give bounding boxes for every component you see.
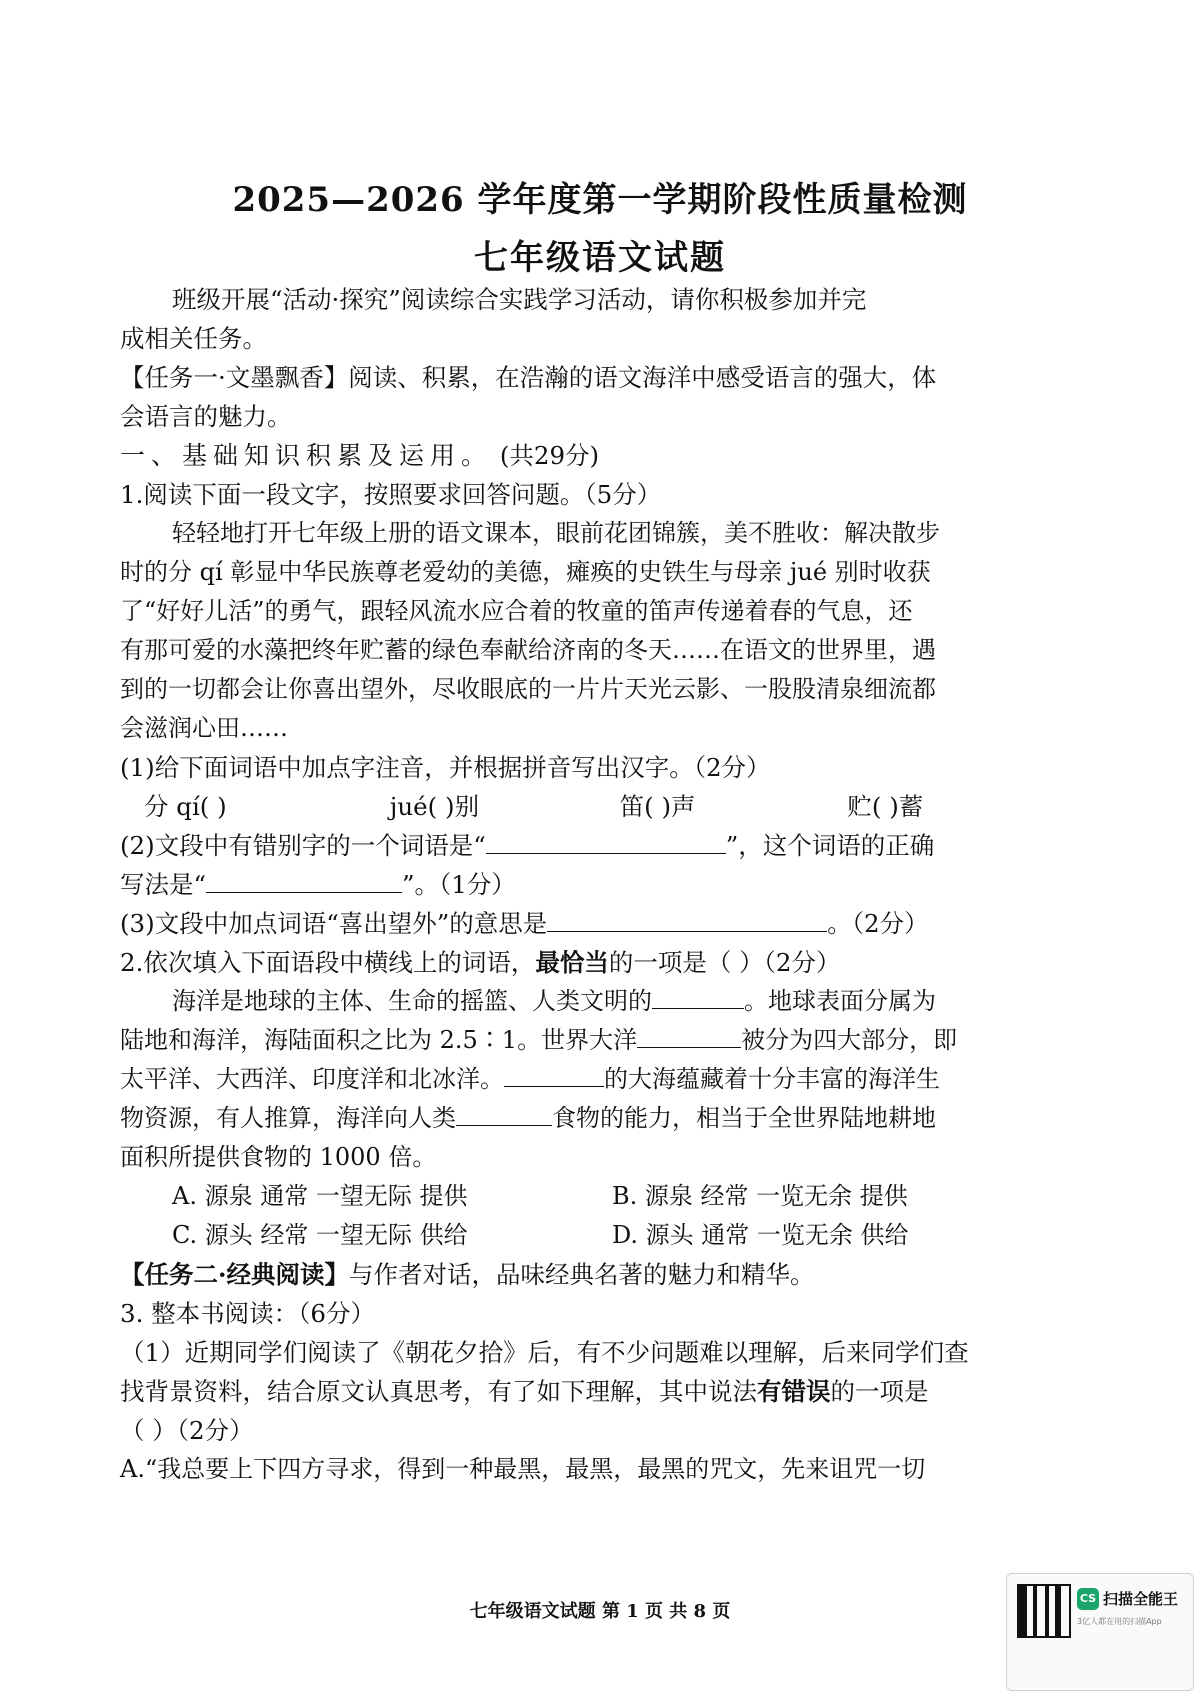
q2-text: 陆地和海洋，海陆面积之比为 2.5∶1。世界大洋: [120, 1026, 638, 1054]
option-d[interactable]: D. 源头 通常 一览无余 供给: [612, 1221, 909, 1249]
q1-sub2-text: (2)文段中有错别字的一个词语是“: [120, 831, 486, 860]
pinyin-row: [120, 787, 1100, 826]
passage-line: 了“好好儿活”的勇气，跟轻风流水应合着的牧童的笛声传递着春的气息，还: [120, 597, 913, 625]
exam-title: 2025—2026 学年度第一学期阶段性质量检测: [232, 180, 968, 220]
q2-text: 。地球表面分属为: [744, 987, 936, 1015]
q3-emphasis: 有错误: [757, 1377, 831, 1406]
option-c[interactable]: C. 源头 经常 一望无际 供给: [172, 1221, 468, 1249]
q1-sub3-text: 。（2分）: [827, 909, 929, 938]
answer-blank[interactable]: [206, 870, 402, 893]
task2-line: [120, 1255, 1100, 1294]
q2-text: 食物的能力，相当于全世界陆地耕地: [552, 1104, 936, 1132]
option-row: [120, 1177, 1100, 1216]
q2-passage-line: 面积所提供食物的 1000 倍。: [120, 1143, 437, 1171]
q3-line: （1）近期同学们阅读了《朝花夕拾》后，有不少问题难以理解，后来同学们查: [120, 1338, 969, 1367]
q2-stem-emphasis: 最恰当: [535, 948, 609, 977]
option-row: [120, 1216, 1100, 1255]
intro-line: 成相关任务。: [120, 324, 267, 353]
pinyin-item[interactable]: 笛( )声: [619, 792, 696, 821]
q1-stem: 1.阅读下面一段文字，按照要求回答问题。（5分）: [120, 480, 662, 509]
q1-sub2-cont: [120, 865, 1100, 904]
section-heading: [120, 436, 1100, 475]
option-b[interactable]: B. 源泉 经常 一览无余 提供: [612, 1182, 908, 1210]
q2-text: 海洋是地球的主体、生命的摇篮、人类文明的: [172, 987, 652, 1015]
q2-text: 太平洋、大西洋、印度洋和北冰洋。: [120, 1065, 504, 1093]
passage-line: 轻轻地打开七年级上册的语文课本，眼前花团锦簇，美不胜收：解决散步: [172, 519, 940, 547]
section-score: (共29分): [499, 441, 600, 470]
answer-blank[interactable]: [637, 1025, 741, 1048]
passage-line: 到的一切都会让你喜出望外，尽收眼底的一片片天光云影、一股股清泉细流都: [120, 675, 936, 703]
section-title: 一、基础知识积累及运用。: [120, 441, 493, 470]
q3-line: （ ）（2分）: [120, 1416, 254, 1445]
qr-code-icon: [1017, 1584, 1071, 1638]
q2-stem-text: 2.依次填入下面语段中横线上的词语，: [120, 948, 536, 977]
passage-line: 会滋润心田……: [120, 714, 288, 742]
passage-line: 有那可爱的水藻把终年贮蓄的绿色奉献给济南的冬天……在语文的世界里，遇: [120, 636, 936, 664]
pinyin-item[interactable]: 分 qí( ): [144, 792, 227, 821]
answer-blank[interactable]: [504, 1064, 604, 1087]
option-a[interactable]: A. 源泉 通常 一望无际 提供: [172, 1182, 468, 1210]
scanner-app-name: 扫描全能王: [1103, 1590, 1179, 1608]
pinyin-item[interactable]: 贮( )蓄: [847, 792, 924, 821]
q3-stem: 3. 整本书阅读：（6分）: [120, 1299, 376, 1328]
q1-sub3-text: (3)文段中加点词语“喜出望外”的意思是: [120, 909, 548, 938]
q1-sub2-text: ”。（1分）: [402, 870, 516, 899]
q1-sub3: [120, 904, 1100, 943]
q1-sub1: (1)给下面词语中加点字注音，并根据拼音写出汉字。（2分）: [120, 753, 771, 782]
q2-passage-line: [120, 982, 1100, 1021]
q1-sub2: [120, 826, 1100, 865]
answer-blank[interactable]: [486, 831, 726, 854]
q2-text: 的大海蕴藏着十分丰富的海洋生: [604, 1065, 940, 1093]
intro-line: 班级开展“活动·探究”阅读综合实践学习活动，请你积极参加并完: [172, 285, 867, 314]
q3-line: [120, 1372, 1100, 1411]
q1-sub2-text: ”，这个词语的正确: [725, 831, 935, 860]
cs-logo-icon: CS: [1077, 1588, 1099, 1610]
q2-passage-line: [120, 1021, 1100, 1060]
task1-line: 会语言的魅力。: [120, 402, 292, 431]
answer-blank[interactable]: [456, 1103, 552, 1126]
task2-label: 【任务二·经典阅读】: [120, 1260, 350, 1289]
q2-text: 被分为四大部分，即: [741, 1026, 958, 1054]
page-footer: 七年级语文试题 第 1 页 共 8 页: [469, 1601, 731, 1622]
q1-sub2-text: 写法是“: [120, 870, 207, 899]
q2-passage-line: [120, 1099, 1100, 1138]
q3-text: 找背景资料，结合原文认真思考，有了如下理解，其中说法: [120, 1377, 757, 1406]
q3-option-a: A.“我总要上下四方寻求，得到一种最黑，最黑，最黑的咒文，先来诅咒一切: [120, 1455, 926, 1483]
q2-stem-text: 的一项是（ ）（2分）: [608, 948, 841, 977]
scanner-tagline: 3亿人都在用的扫描App: [1077, 1617, 1162, 1626]
exam-body: [120, 280, 1100, 1489]
answer-blank[interactable]: [547, 909, 827, 932]
task1-line: 【任务一·文墨飘香】阅读、积累，在浩瀚的语文海洋中感受语言的强大，体: [120, 363, 937, 392]
q3-text: 的一项是: [830, 1377, 929, 1406]
exam-subtitle: 七年级语文试题: [474, 238, 726, 278]
answer-blank[interactable]: [652, 986, 744, 1009]
scanner-watermark: [1006, 1573, 1194, 1691]
q2-text: 物资源，有人推算，海洋向人类: [120, 1104, 456, 1132]
q2-stem: [120, 943, 1100, 982]
task2-text: 与作者对话，品味经典名著的魅力和精华。: [349, 1260, 815, 1289]
pinyin-item[interactable]: jué( )别: [389, 792, 480, 821]
passage-line: 时的分 qí 彰显中华民族尊老爱幼的美德，瘫痪的史铁生与母亲 jué 别时收获: [120, 558, 931, 586]
q2-passage-line: [120, 1060, 1100, 1099]
